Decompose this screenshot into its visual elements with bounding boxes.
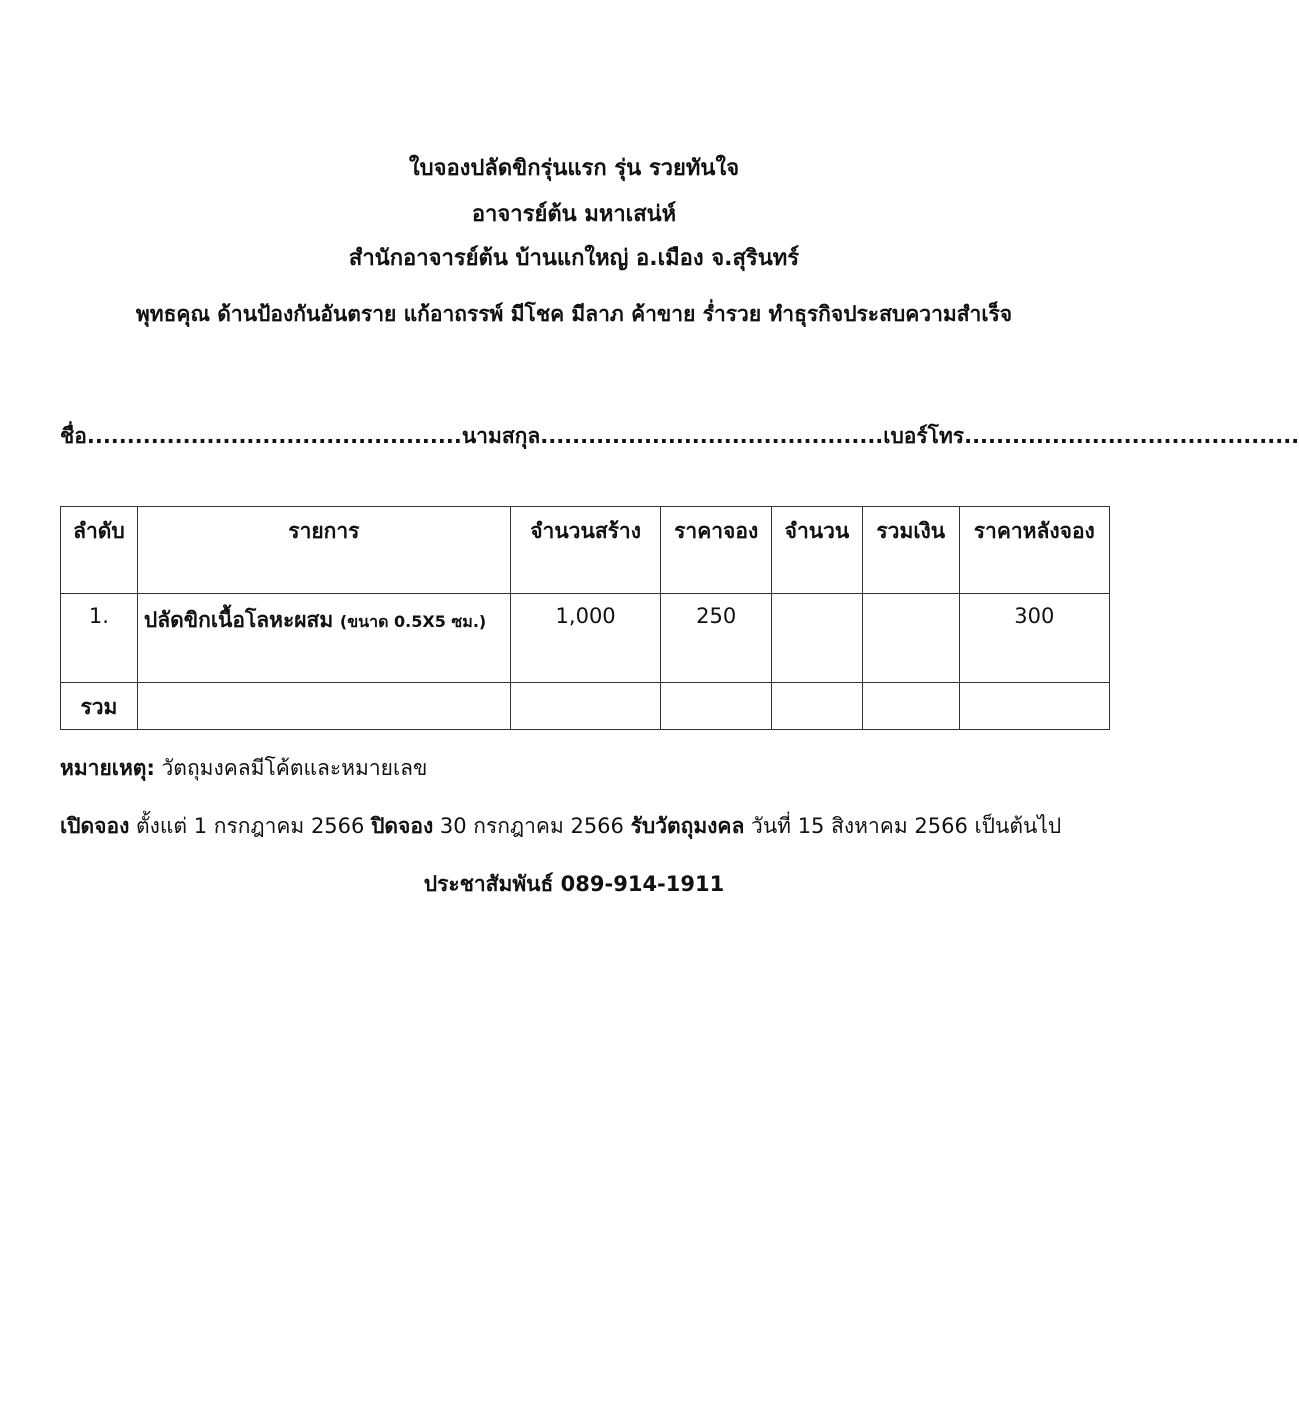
open-label: เปิดจอง bbox=[60, 814, 130, 838]
item-name: ปลัดขิกเนื้อโลหะผสม bbox=[143, 608, 334, 632]
contact-phone: ประชาสัมพันธ์ 089-914-1911 bbox=[423, 872, 725, 896]
amulet-virtues: พุทธคุณ ด้านป้องกันอันตราย แก้อาถรรพ์ มีโชค มีลาภ ค้าขาย ร่ำรวย ทำธุรกิจประสบความสำเร็จ bbox=[135, 302, 1013, 326]
header-no: ลำดับ bbox=[61, 507, 138, 594]
booking-dates-line bbox=[60, 810, 1061, 843]
open-text: ตั้งแต่ 1 กรกฎาคม 2566 bbox=[129, 814, 372, 838]
sum-qty-made-cell bbox=[510, 683, 660, 730]
table-header-row bbox=[61, 507, 1110, 594]
row-price-after: 300 bbox=[959, 594, 1109, 683]
note-text: วัตถุมงคลมีโค้ตและหมายเลข bbox=[154, 756, 428, 780]
header-price-after: ราคาหลังจอง bbox=[959, 507, 1109, 594]
sum-label: รวม bbox=[61, 683, 138, 730]
header-item: รายการ bbox=[137, 507, 510, 594]
row-price: 250 bbox=[661, 594, 772, 683]
sum-price-after-cell bbox=[959, 683, 1109, 730]
row-no: 1. bbox=[61, 594, 138, 683]
close-label: ปิดจอง bbox=[371, 814, 434, 838]
note-label: หมายเหตุ: bbox=[60, 756, 155, 780]
master-name: อาจารย์ต้น มหาเสน่ห์ bbox=[471, 202, 677, 227]
receive-label: รับวัตถุมงคล bbox=[630, 814, 745, 838]
sum-item-cell bbox=[137, 683, 510, 730]
row-total-input[interactable] bbox=[862, 594, 959, 683]
row-qty-input[interactable] bbox=[772, 594, 863, 683]
header-qty: จำนวน bbox=[772, 507, 863, 594]
note-line bbox=[60, 752, 427, 785]
surname-field[interactable]: ........................................... bbox=[540, 424, 884, 448]
table-sum-row bbox=[61, 683, 1110, 730]
order-table bbox=[60, 506, 1110, 730]
receive-text: วันที่ 15 สิงหาคม 2566 เป็นต้นไป bbox=[744, 814, 1062, 838]
header-qty-made: จำนวนสร้าง bbox=[510, 507, 660, 594]
temple-address: สำนักอาจารย์ต้น บ้านแกใหญ่ อ.เมือง จ.สุรินทร์ bbox=[348, 246, 800, 271]
row-qty-made: 1,000 bbox=[510, 594, 660, 683]
sum-qty-input[interactable] bbox=[772, 683, 863, 730]
item-size: (ขนาด 0.5X5 ซม.) bbox=[339, 612, 487, 631]
name-label: ชื่อ bbox=[60, 424, 87, 448]
table-row bbox=[61, 594, 1110, 683]
close-text: 30 กรกฎาคม 2566 bbox=[433, 814, 631, 838]
name-field[interactable]: ............................................... bbox=[86, 424, 462, 448]
header-total: รวมเงิน bbox=[862, 507, 959, 594]
phone-field[interactable]: .......................................... bbox=[964, 424, 1299, 448]
sum-total-input[interactable] bbox=[862, 683, 959, 730]
row-item bbox=[137, 594, 510, 683]
header-price: ราคาจอง bbox=[661, 507, 772, 594]
customer-info-row bbox=[60, 420, 1299, 453]
sum-price-cell bbox=[661, 683, 772, 730]
surname-label: นามสกุล bbox=[461, 424, 541, 448]
document-title: ใบจองปลัดขิกรุ่นแรก รุ่น รวยทันใจ bbox=[408, 156, 740, 181]
phone-label: เบอร์โทร bbox=[883, 424, 965, 448]
